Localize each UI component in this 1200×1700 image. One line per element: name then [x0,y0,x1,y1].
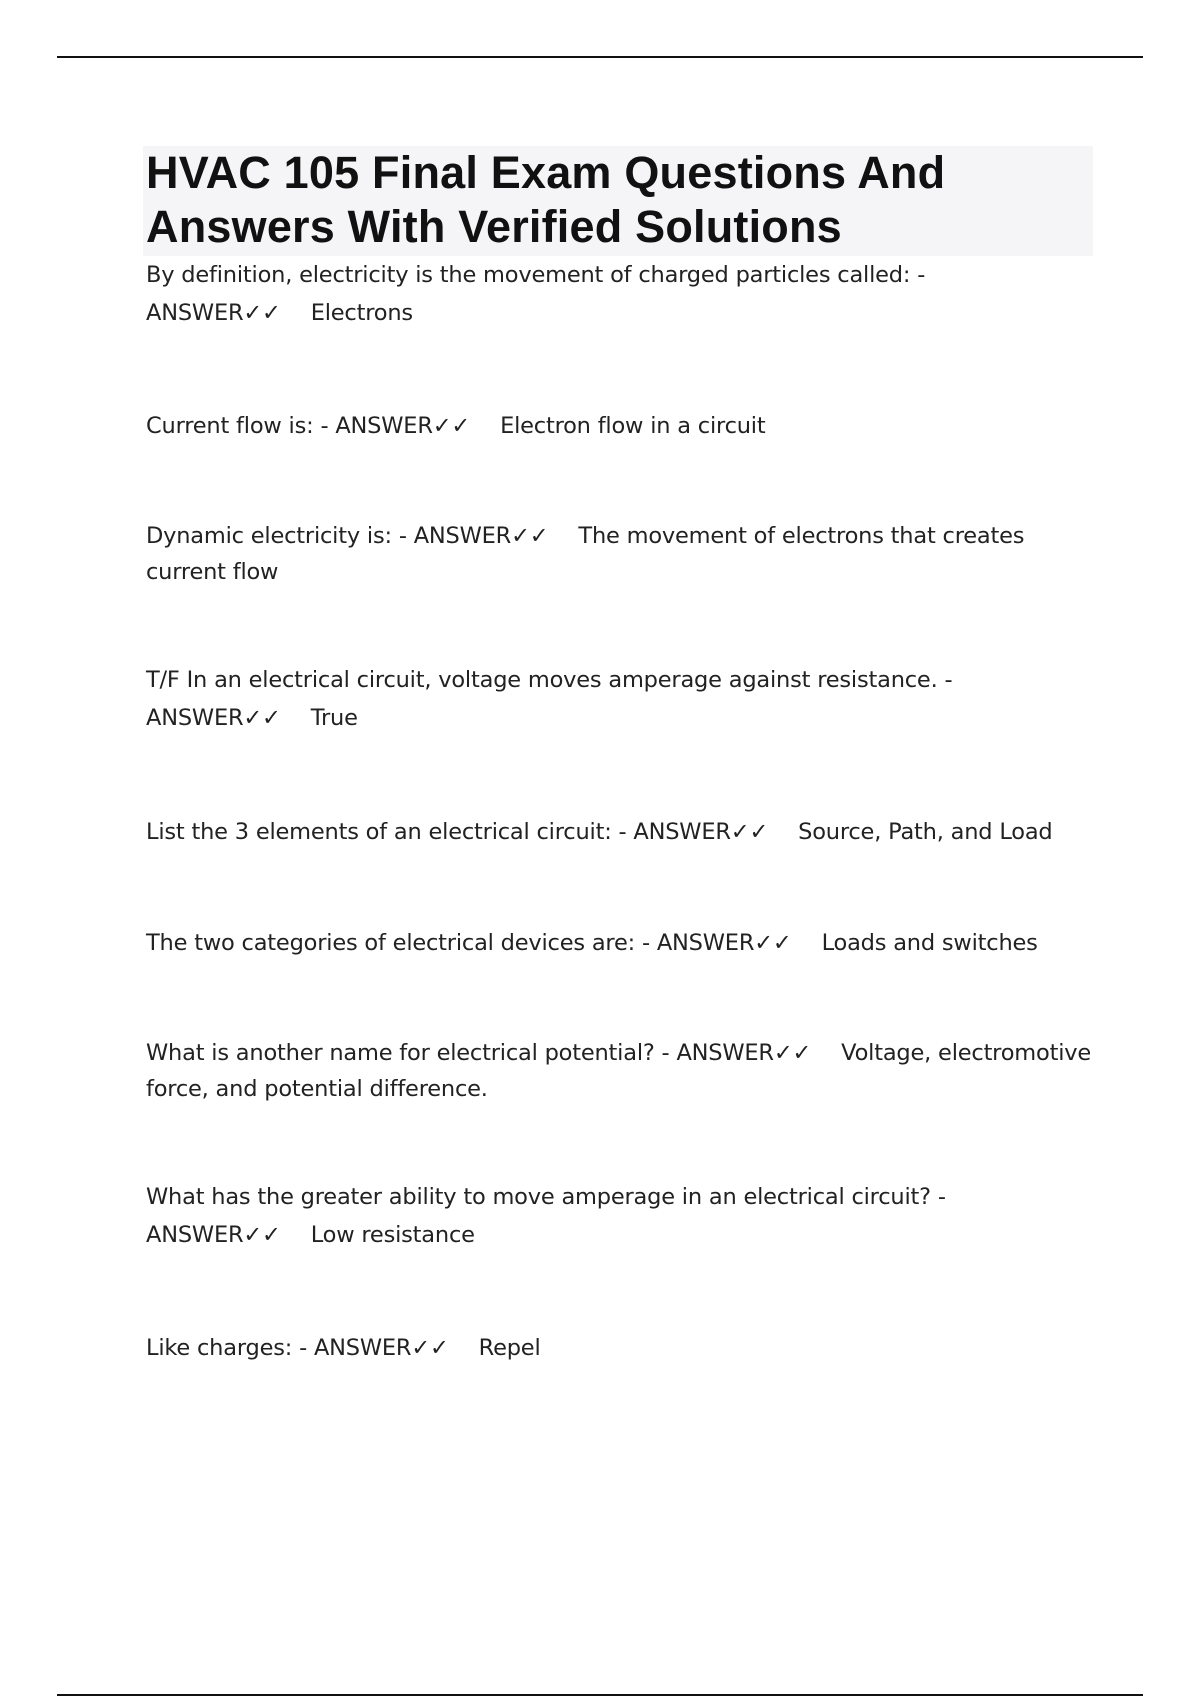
answer-text: True [310,705,358,731]
answer-marker: ANSWER✓✓ [313,1335,449,1361]
answer-marker: ANSWER✓✓ [146,1222,281,1248]
question-text: By definition, electricity is the movement of charged particles called: - [146,262,926,288]
qa-item [146,813,1096,851]
qa-item [146,1329,1096,1367]
answer-text: Voltage, electromotive force, and potential difference. [146,1040,1092,1102]
question-text: Like charges: - [146,1335,307,1361]
answer-text: The movement of electrons that creates current flow [146,523,1025,585]
question-text: The two categories of electrical devices are: - [146,930,650,956]
answer-marker: ANSWER✓✓ [413,523,549,549]
qa-item [146,518,1096,590]
question-text: Dynamic electricity is: - [146,523,407,549]
answer-marker: ANSWER✓✓ [656,930,792,956]
qa-item [146,924,1096,962]
answer-marker: ANSWER✓✓ [146,300,281,326]
top-divider [57,56,1143,58]
question-text: T/F In an electrical circuit, voltage moves amperage against resistance. - [146,667,953,693]
question-text: What is another name for electrical potential? - [146,1040,670,1066]
question-text: What has the greater ability to move amperage in an electrical circuit? - [146,1184,946,1210]
answer-marker: ANSWER✓✓ [633,819,769,845]
bottom-divider [57,1694,1143,1696]
document-title: HVAC 105 Final Exam Questions And Answers With Verified Solutions [146,147,946,252]
qa-item [146,661,1096,737]
answer-text: Low resistance [310,1222,475,1248]
answer-text: Repel [478,1335,541,1361]
question-text: Current flow is: - [146,413,329,439]
answer-marker: ANSWER✓✓ [335,413,471,439]
qa-item [146,1178,1096,1254]
answer-text: Electrons [310,300,413,326]
answer-marker: ANSWER✓✓ [146,705,281,731]
answer-text: Loads and switches [821,930,1038,956]
qa-item [146,1035,1096,1107]
answer-text: Electron flow in a circuit [500,413,766,439]
qa-item [146,256,1096,332]
qa-item [146,407,1096,445]
question-text: List the 3 elements of an electrical circuit: - [146,819,627,845]
answer-marker: ANSWER✓✓ [676,1040,812,1066]
answer-text: Source, Path, and Load [798,819,1053,845]
